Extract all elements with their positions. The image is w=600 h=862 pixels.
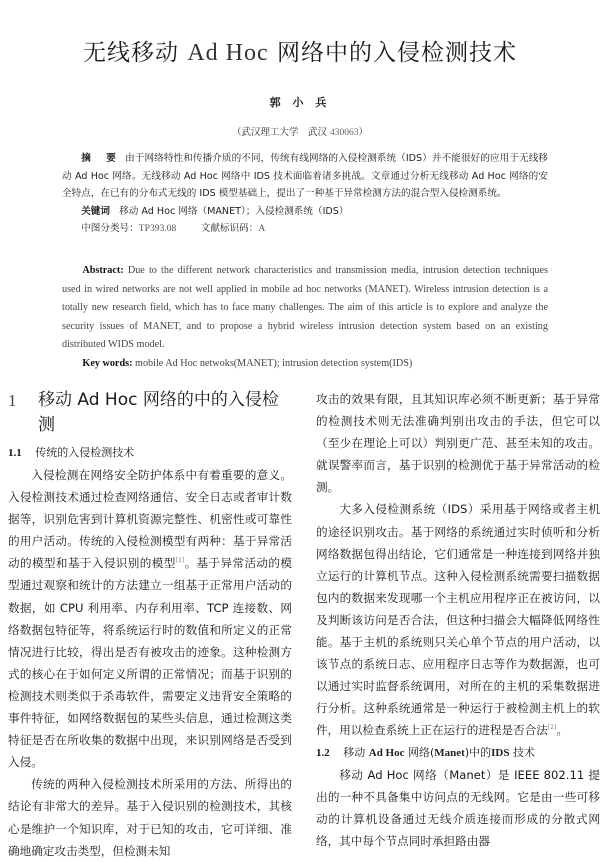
keywords-zh-label: 关键词 — [81, 205, 110, 217]
affiliation-postcode: 430063 — [330, 128, 359, 138]
abstract-zh-text: 由于网络特性和传播介质的不同，传统有线网络的入侵检测系统（IDS）并不能很好的应用于无线移动 Ad Hoc 网络。无线移动 Ad Hoc 网络中 IDS 技术面临着诸多挑战。文章通过分析无线移动 Ad Hoc 网络的安全特点，在已有的分布式无线的 IDS 模型基础上，提出了一种基于异常检测方法的混合型入侵检测系统。 — [62, 153, 548, 199]
abstract-zh-label: 摘 要 — [81, 153, 122, 164]
keywords-en-label: Key words: — [82, 357, 133, 369]
keywords-zh-text: 移动 Ad Hoc 网络（MANET）；入侵检测系统（IDS） — [119, 205, 349, 217]
section-1-heading — [8, 388, 292, 438]
section-1-1-number: 1.1 — [8, 447, 22, 459]
chinese-abstract-block — [62, 150, 548, 238]
section-1-2-mid: 网络( — [408, 745, 435, 759]
section-1-2-heading — [316, 742, 600, 764]
affiliation — [0, 124, 600, 138]
title-part2: 网络中的入侵检测技术 — [276, 40, 517, 66]
affiliation-org: （武汉理工大学 武汉 — [231, 127, 327, 138]
clc-label: 中图分类号： — [81, 223, 139, 234]
keywords-en-text: mobile Ad Hoc netwoks(MANET); intrusion detection system(IDS) — [135, 357, 413, 369]
keywords-en — [62, 355, 548, 374]
section-1-1-title: 传统的入侵检测技术 — [35, 446, 135, 459]
right-paragraph-2-text: 大多入侵检测系统（IDS）采用基于网络或者主机的途径识别攻击。基于网络的系统通过实时侦听和分析网络数据包得出结论，它们通常是一种连接到网络并独立运行的计算机节点。这种入侵检测系统需要扫描数据包内的数据来发现哪一个主机应用程序正在被访问，以及判断该访问是否合法，但这种扫描会大幅降低网络性能。基于主机的系统则只关心单个节点的用户活动，以该节点的系统日志、应用程序日志等作为数据源，也可以通过实时监督系统调用，对所在的主机的采集数据进行分析。这种系统通常是一种运行于被检测主机上的软件，用以检查系统上正在运行的进程是否合法 — [316, 502, 600, 738]
clc-value: TP393.08 — [138, 223, 177, 234]
abstract-en-label: Abstract: — [82, 265, 124, 276]
english-abstract-block — [62, 262, 548, 373]
abstract-zh — [62, 150, 548, 203]
section-1-2-ids: IDS — [491, 746, 510, 759]
left-paragraph-1-text: 入侵检测在网络安全防护体系中有着重要的意义。入侵检测技术通过检查网络通信、安全日志或者审计数据等，识别危害到计算机资源完整性、机密性或可靠性的用户活动。传统的入侵检测模型有两种：基于异常活动的模型和基于入侵识别的模型 — [8, 468, 292, 571]
section-1-2-number: 1.2 — [316, 746, 330, 759]
section-1-2-post: )中的 — [464, 745, 492, 759]
classification-line — [62, 220, 548, 238]
section-1-2-pre: 移动 — [343, 745, 366, 759]
reference-2[interactable]: [2] — [547, 724, 557, 732]
paper-title — [0, 34, 600, 67]
section-1-1-heading — [8, 442, 292, 464]
title-part1: 无线移动 — [83, 40, 180, 66]
author-name: 郭 小 兵 — [269, 96, 331, 109]
abstract-en — [62, 262, 548, 355]
keywords-zh — [62, 203, 548, 221]
left-column — [8, 388, 292, 862]
left-paragraph-1-cont: 。基于异常活动的模型通过观察和统计的方法建立一组基于正常用户活动的数据，如 CPU 利用率、内存利用率、TCP 连接数、网络数据包特征等，将系统运行时的数值和所定义的正常情况进行比较，得出是否有被攻击的迹象。这种检测方式的核心在于如何定义所谓的正常情况；而基于识别的检测技术则类似于杀毒软件，需要定义违背安全策略的事件特征，如网络数据包的某些头信息，通过检测这类特征是否在所收集的数据中出现，来识别网络是否受到入侵。 — [8, 556, 292, 770]
abstract-en-text: Due to the different network characteristics and transmission media, intrusion detection techniques used in wired networks are not well applied in mobile ad hoc networks (MANET). Wireless intrusion detection is a totally new research field, which has to face many challenges. The aim of this article is to explore and analyze the security issues of MANET, and to propose a hybrid wireless intrusion detection system based on an existing distributed WIDS model. — [62, 265, 548, 350]
section-1-2-adhoc: Ad Hoc — [368, 746, 405, 759]
right-paragraph-2-end: 。 — [556, 723, 568, 738]
left-paragraph-1 — [8, 464, 292, 773]
right-paragraph-1: 攻击的效果有限，且其知识库必须不断更新；基于异常的检测技术则无法准确判别出攻击的手法，但它可以（至少在理论上可以）判别更广范、甚至未知的攻击。就误警率而言，基于识别的检测优于基于异常活动的检测。 — [316, 392, 600, 495]
section-1-2-manet: Manet — [434, 746, 465, 759]
section-1-2-end: 技术 — [512, 745, 535, 759]
left-paragraph-2: 传统的两种入侵检测技术所采用的方法、所得出的结论有非常大的差异。基于入侵识别的检测技术，其核心是维护一个知识库，对于已知的攻击，它可详细、准确地确定攻击类型，但检测未知 — [8, 777, 292, 858]
right-paragraph-3: 移动 Ad Hoc 网络（Manet）是 IEEE 802.11 提出的一种不具备集中访问点的无线网。它是由一些可移动的计算机设备通过无线介质连接而形成的分散式网络，其中每个节点同时承担路由器 — [316, 767, 600, 848]
right-column — [316, 388, 600, 852]
doc-code-label: 文献标识码： — [200, 223, 259, 234]
section-1-number: 1 — [8, 391, 17, 410]
right-paragraph-2 — [316, 498, 600, 741]
affiliation-close: ） — [358, 127, 369, 138]
reference-1[interactable]: [1] — [175, 557, 185, 565]
title-latin: Ad Hoc — [187, 40, 269, 66]
doc-code-value: A — [258, 223, 266, 234]
section-1-title: 移动 Ad Hoc 网络的中的入侵检测 — [38, 390, 279, 435]
